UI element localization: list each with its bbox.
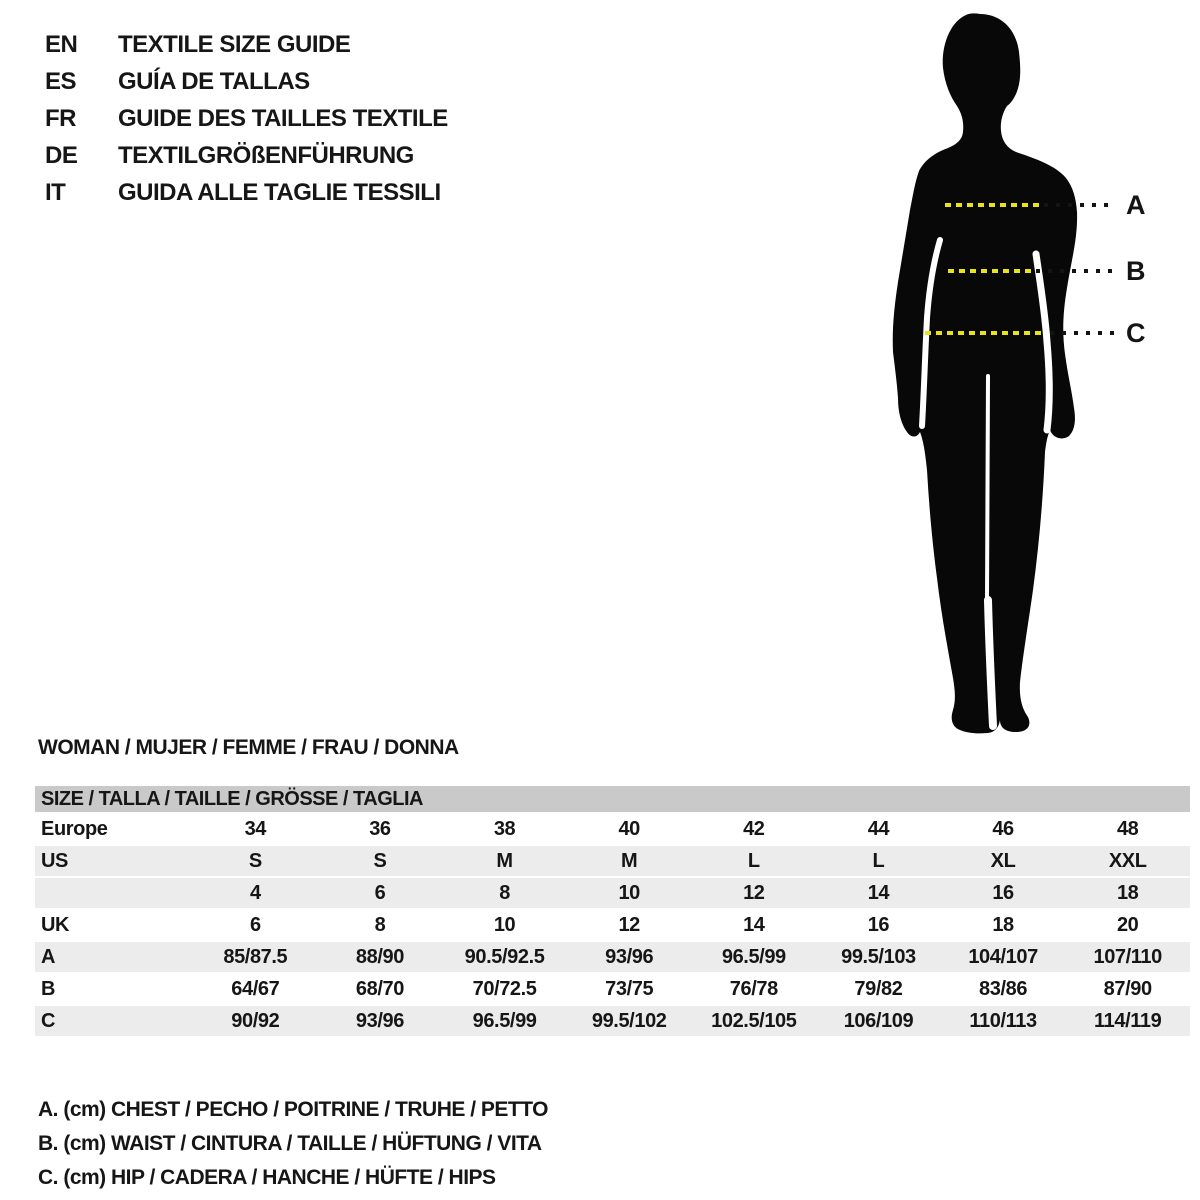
cell: 16 [992, 881, 1014, 904]
size-table [35, 786, 1190, 1038]
cell: 4 [249, 881, 261, 904]
cell: 8 [374, 913, 386, 936]
cell: L [747, 849, 760, 872]
cell: 10 [493, 913, 516, 936]
cell: 14 [743, 913, 765, 936]
language-title-list [45, 26, 448, 211]
cell: 46 [992, 817, 1014, 840]
cell: 6 [374, 881, 386, 904]
language-title: GUÍA DE TALLAS [118, 67, 310, 95]
cell: 18 [992, 913, 1014, 936]
language-row-en [45, 26, 448, 63]
language-code: EN [45, 30, 78, 58]
section-title: WOMAN / MUJER / FEMME / FRAU / DONNA [38, 736, 459, 759]
row-label: UK [41, 913, 70, 936]
measurement-diagram [870, 5, 1160, 745]
cell: 106/109 [843, 1009, 914, 1032]
cell: 8 [499, 881, 510, 904]
chest-label: A [1126, 190, 1146, 220]
cell: 99.5/103 [841, 945, 916, 968]
cell: 12 [618, 913, 640, 936]
cell: 6 [249, 913, 261, 936]
cell: 85/87.5 [223, 945, 288, 968]
measurement-legend [38, 1093, 548, 1195]
cell: M [496, 849, 513, 872]
size-table-header: SIZE / TALLA / TAILLE / GRÖSSE / TAGLIA [35, 786, 1190, 812]
cell: 96.5/99 [472, 1009, 537, 1032]
cell: 64/67 [231, 977, 280, 1000]
table-row-us-letters [35, 846, 1190, 876]
cell: S [373, 849, 387, 872]
cell: 10 [618, 881, 640, 904]
legend-chest: A. (cm) CHEST / PECHO / POITRINE / TRUHE / PETTO [38, 1098, 549, 1121]
table-row-europe [35, 814, 1190, 844]
language-code: FR [45, 104, 76, 132]
cell: 88/90 [355, 945, 404, 968]
language-title: GUIDE DES TAILLES TEXTILE [118, 104, 448, 132]
language-row-it [45, 174, 448, 211]
cell: 70/72.5 [472, 977, 537, 1000]
cell: 18 [1116, 881, 1139, 904]
cell: 73/75 [605, 977, 654, 1000]
cell: 114/119 [1094, 1009, 1162, 1032]
cell: 36 [369, 817, 391, 840]
cell: 93/96 [605, 945, 654, 968]
cell: 110/113 [969, 1009, 1037, 1032]
cell: 90/92 [231, 1009, 280, 1032]
cell: 40 [618, 817, 640, 840]
cell: 96.5/99 [721, 945, 786, 968]
cell: 79/82 [854, 977, 903, 1000]
language-title: TEXTILGRÖßENFÜHRUNG [118, 141, 414, 169]
cell: 42 [743, 817, 765, 840]
table-row-waist [35, 974, 1190, 1004]
cell: 14 [867, 881, 890, 904]
leg-gap [987, 376, 988, 600]
cell: 76/78 [729, 977, 778, 1000]
table-row-chest [35, 942, 1190, 972]
language-row-de [45, 137, 448, 174]
language-row-fr [45, 100, 448, 137]
cell: 102.5/105 [711, 1009, 797, 1032]
table-row-uk [35, 910, 1190, 940]
language-code: DE [45, 141, 78, 169]
cell: 48 [1116, 817, 1139, 840]
language-code: ES [45, 67, 77, 95]
cell: S [248, 849, 262, 872]
cell: 20 [1116, 913, 1139, 936]
cell: M [621, 849, 638, 872]
language-code: IT [45, 178, 66, 206]
row-label: US [41, 849, 68, 872]
language-row-es [45, 63, 448, 100]
waist-label: B [1126, 256, 1146, 286]
cell: 107/110 [1093, 945, 1162, 968]
table-row-hip [35, 1006, 1190, 1036]
cell: 87/90 [1103, 977, 1152, 1000]
cell: XXL [1108, 849, 1147, 872]
cell: 99.5/102 [591, 1009, 667, 1032]
cell: XL [990, 849, 1016, 872]
row-label: B [41, 977, 56, 1000]
leg-gap-lower [988, 600, 993, 726]
cell: 12 [743, 881, 765, 904]
cell: 16 [867, 913, 890, 936]
cell: 34 [244, 817, 267, 840]
cell: 83/86 [979, 977, 1028, 1000]
row-label: A [41, 945, 56, 968]
legend-hip: C. (cm) HIP / CADERA / HANCHE / HÜFTE / HIPS [38, 1166, 496, 1189]
language-title: GUIDA ALLE TAGLIE TESSILI [118, 178, 441, 206]
woman-silhouette-icon [870, 5, 1160, 745]
cell: 104/107 [968, 945, 1038, 968]
cell: L [872, 849, 885, 872]
table-row-us-numbers [35, 878, 1190, 908]
row-label: C [41, 1009, 56, 1032]
hip-label: C [1126, 318, 1146, 348]
cell: 90.5/92.5 [464, 945, 545, 968]
cell: 38 [493, 817, 516, 840]
cell: 93/96 [355, 1009, 404, 1032]
cell: 44 [867, 817, 890, 840]
row-label: Europe [41, 817, 108, 840]
cell: 68/70 [355, 977, 404, 1000]
legend-waist: B. (cm) WAIST / CINTURA / TAILLE / HÜFTUNG / VITA [38, 1132, 542, 1155]
language-title: TEXTILE SIZE GUIDE [118, 30, 351, 58]
